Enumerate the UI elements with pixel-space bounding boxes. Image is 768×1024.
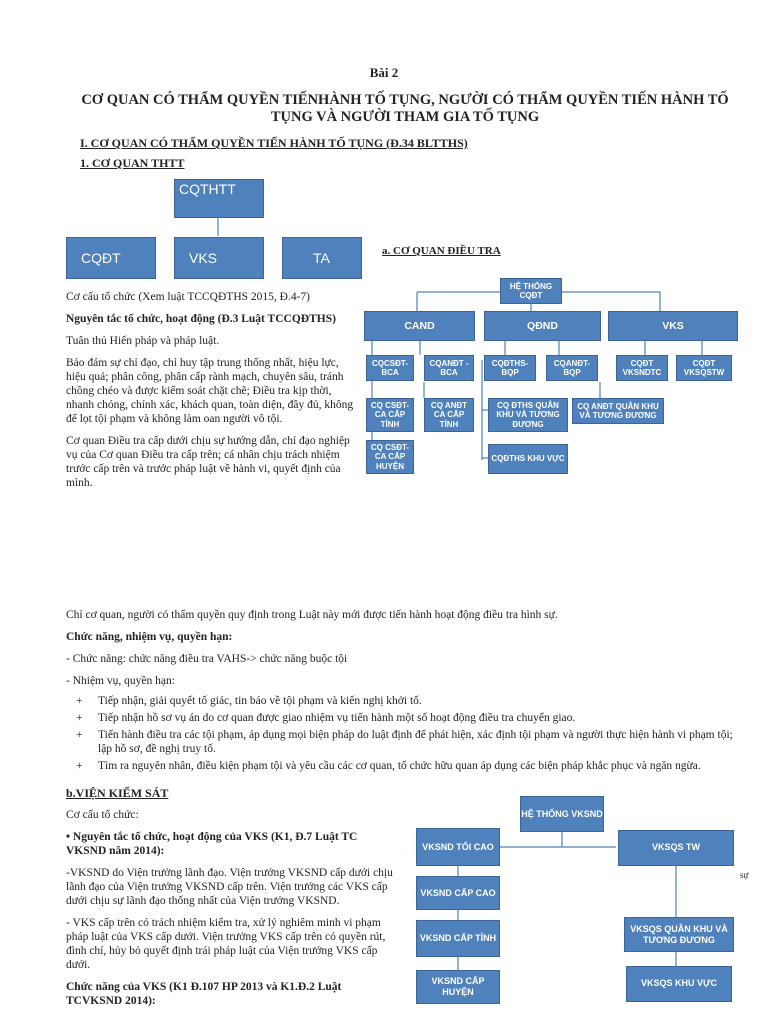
section-a-heading: a. CƠ QUAN ĐIỀU TRA (382, 245, 501, 257)
paragraph: • Nguyên tắc tổ chức, hoạt động của VKS (K1, Đ.7 Luật TC VKSND năm 2014): (66, 831, 358, 857)
subsection-heading: 1. CƠ QUAN THTT (80, 156, 185, 170)
box-cq-andt-quan-khu: CQ ANĐT QUÂN KHU VÀ TƯƠNG ĐƯƠNG (572, 398, 664, 424)
box-cqandt-bca: CQANĐT -BCA (424, 355, 474, 381)
paragraph: - VKS cấp trên có trách nhiệm kiểm tra, xử lý nghiêm minh vi phạm pháp luật của VKS cấp dưới. Viện trưởng VKS cấp trên có quyền rút, đình chỉ, hủy bỏ quyết định trái pháp luật của Viện trưởng VKS cấp dưới. (66, 917, 386, 971)
title-line-1: CƠ QUAN CÓ THẨM QUYỀN TIẾNHÀNH TỐ TỤNG, NGƯỜI CÓ THẨM QUYỀN TIẾN HÀNH TỐ (81, 92, 729, 108)
paragraph: Nguyên tắc tổ chức, hoạt động (Đ.3 Luật TCCQĐTHS) (66, 313, 336, 325)
plus-bullet-icon: + (76, 760, 83, 772)
box-cqdt-vksndtc: CQĐT VKSNDTC (616, 355, 668, 381)
list-item: + Tiếp nhận hồ sơ vụ án do cơ quan được giao nhiệm vụ tiến hành một số hoạt động điều tra chuyển giao. (76, 712, 576, 724)
list-item: + Tiến hành điều tra các tội phạm, áp dụng mọi biện pháp do luật định để phát hiện, xác định tội phạm và người thực hiện hành vi phạm tội; lập hồ sơ, đề nghị truy tố. (76, 729, 733, 755)
paragraph: Tuân thủ Hiến pháp và pháp luật. (66, 335, 220, 347)
box-cqthtt: CQTHTT (174, 179, 264, 218)
box-cq-csdt-tinh: CQ CSĐT-CA CẤP TỈNH (366, 398, 414, 432)
box-cand: CAND (364, 311, 475, 341)
section-1-heading: I. CƠ QUAN CÓ THẨM QUYỀN TIẾN HÀNH TỐ TỤNG (Đ.34 BLTTHS) (80, 136, 468, 150)
box-vksqs-quan-khu: VKSQS QUÂN KHU VÀ TƯƠNG ĐƯƠNG (624, 917, 734, 952)
box-vksnd-toi-cao: VKSND TỐI CAO (416, 828, 500, 866)
title-line-2: TỤNG VÀ NGƯỜI THAM GIA TỐ TỤNG (270, 109, 540, 125)
box-cq-dths-quan-khu: CQ ĐTHS QUÂN KHU VÀ TƯƠNG ĐƯƠNG (488, 398, 568, 432)
stray-text: sự (740, 870, 749, 880)
box-vksqs-khu-vuc: VKSQS KHU VỰC (626, 966, 732, 1002)
box-vks-branch: VKS (608, 311, 738, 341)
plus-bullet-icon: + (76, 729, 83, 741)
paragraph: Cơ quan Điều tra cấp dưới chịu sự hướng dẫn, chỉ đạo nghiệp vụ của Cơ quan Điều tra cấp trên; cá nhân chịu trách nhiệm trước cấp trên và trước pháp luật về hành vi, quyết định của mình. (66, 435, 350, 489)
box-cqcsdt-bca: CQCSĐT-BCA (366, 355, 414, 381)
plus-bullet-icon: + (76, 695, 83, 707)
plus-bullet-icon: + (76, 712, 83, 724)
box-cqdths-bqp: CQĐTHS-BQP (484, 355, 536, 381)
box-vksqs-tw: VKSQS TW (618, 830, 734, 866)
paragraph: Chức năng của VKS (K1 Đ.107 HP 2013 và K1.Đ.2 Luật TCVKSND 2014): (66, 981, 342, 1007)
paragraph: - Nhiệm vụ, quyền hạn: (66, 675, 175, 687)
box-cq-csdt-huyen: CQ CSĐT-CA CẤP HUYỆN (366, 440, 414, 474)
box-he-thong-cqdt: HỆ THỐNG CQĐT (500, 278, 562, 304)
box-vks: VKS (174, 237, 264, 279)
box-vksnd-cap-huyen: VKSND CẤP HUYỆN (416, 970, 500, 1004)
paragraph: Cơ cấu tổ chức: (66, 809, 139, 821)
box-qdnd: QĐND (484, 311, 601, 341)
box-cqdths-khu-vuc: CQĐTHS KHU VỰC (488, 444, 568, 474)
paragraph: -VKSND do Viện trưởng lãnh đạo. Viện trưởng VKSND cấp dưới chịu lãnh đạo của Viện trưởng VKSND cấp trên. Viện trưởng các VKS cấp dưới chịu sự lãnh đạo thống nhất của Viện trưởng VKSND. (66, 867, 393, 907)
box-he-thong-vksnd: HỆ THỐNG VKSND (520, 796, 604, 832)
paragraph: Bảo đảm sự chỉ đạo, chỉ huy tập trung thống nhất, hiệu lực, hiệu quả; phân công, phân cấp rành mạch, chuyên sâu, tránh chồng chéo và được kiểm soát chặt chẽ; Điều tra kịp thời, nhanh chóng, chính xác, khách quan, toàn diện, đầy đủ, không để lọt tội phạm và không làm oan người vô tội. (66, 357, 354, 425)
box-cqandt-bqp: CQANĐT-BQP (546, 355, 598, 381)
paragraph: Chức năng, nhiệm vụ, quyền hạn: (66, 631, 233, 643)
box-vksnd-cap-tinh: VKSND CẤP TỈNH (416, 920, 500, 957)
box-cqdt-vksqstw: CQĐT VKSQSTW (676, 355, 732, 381)
list-item: + Tìm ra nguyên nhân, điều kiện phạm tội và yêu cầu các cơ quan, tổ chức hữu quan áp dụng các biện pháp khắc phục và ngăn ngừa. (76, 760, 701, 772)
box-vksnd-cap-cao: VKSND CẤP CAO (416, 876, 500, 910)
paragraph: Chỉ cơ quan, người có thẩm quyền quy định trong Luật này mới được tiến hành hoạt động điều tra hình sự. (66, 609, 558, 621)
box-ta: TA (282, 237, 362, 279)
list-item: + Tiếp nhận, giải quyết tố giác, tin báo về tội phạm và kiến nghị khởi tố. (76, 695, 422, 707)
paragraph: Cơ cấu tổ chức (Xem luật TCCQĐTHS 2015, Đ.4-7) (66, 291, 310, 303)
section-b-heading: b.VIỆN KIỂM SÁT (66, 786, 169, 800)
box-cqdt: CQĐT (66, 237, 156, 279)
lesson-number: Bài 2 (369, 65, 399, 80)
paragraph: - Chức năng: chức năng điều tra VAHS-> chức năng buộc tội (66, 653, 348, 665)
box-cq-andt-tinh: CQ ANĐT CA CẤP TỈNH (424, 398, 474, 432)
